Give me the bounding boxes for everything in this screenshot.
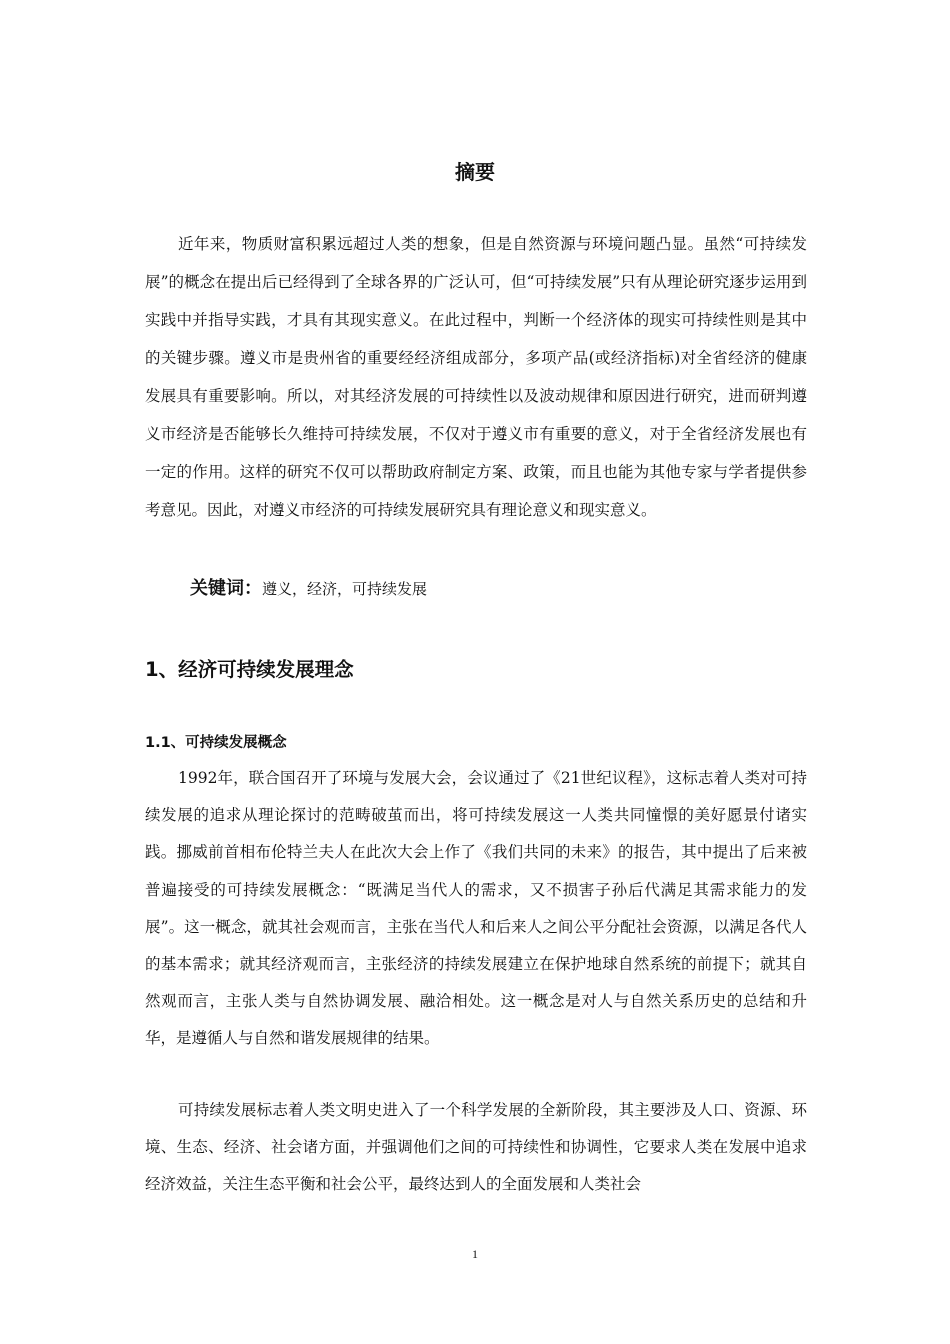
body-paragraph: 可持续发展标志着人类文明史进入了一个科学发展的全新阶段，其主要涉及人口、资源、环境、生态、经济、社会诸方面，并强调他们之间的可持续性和协调性，它要求人类在发展中追求经济效益，关注生态平衡和社会公平，最终达到人的全面发展和人类社会 xyxy=(145,1101,807,1194)
keywords-line xyxy=(190,574,427,604)
body-paragraph: 1992年，联合国召开了环境与发展大会，会议通过了《21世纪议程》，这标志着人类对可持续发展的追求从理论探讨的范畴破茧而出，将可持续发展这一人类共同憧憬的美好愿景付诸实践。挪威前首相布伦特兰夫人在此次大会上作了《我们共同的未来》的报告，其中提出了后来被普遍接受的可持续发展概念：“既满足当代人的需求，又不损害子孙后代满足其需求能力的发展”。这一概念，就其社会观而言，主张在当代人和后来人之间公平分配社会资源，以满足各代人的基本需求；就其经济观而言，主张经济的持续发展建立在保护地球自然系统的前提下；就其自然观而言，主张人类与自然协调发展、融洽相处。这一概念是对人与自然关系历史的总结和升华，是遵循人与自然和谐发展规律的结果。 xyxy=(145,769,807,1048)
keywords-label: 关键词： xyxy=(190,578,262,599)
page-number: 1 xyxy=(472,1247,478,1261)
keywords-text: 遵义，经济，可持续发展 xyxy=(262,580,428,598)
subsection-heading: 1.1、可持续发展概念 xyxy=(145,735,287,751)
abstract-title: 摘要 xyxy=(455,160,495,184)
abstract-body: 近年来，物质财富积累远超过人类的想象，但是自然资源与环境问题凸显。虽然“可持续发展”的概念在提出后已经得到了全球各界的广泛认可，但“可持续发展”只有从理论研究逐步运用到实践中并指导实践，才具有其现实意义。在此过程中，判断一个经济体的现实可持续性则是其中的关键步骤。遵义市是贵州省的重要经经济组成部分，多项产品(或经济指标)对全省经济的健康发展具有重要影响。所以，对其经济发展的可持续性以及波动规律和原因进行研究，进而研判遵义市经济是否能够长久维持可持续发展，不仅对于遵义市有重要的意义，对于全省经济发展也有一定的作用。这样的研究不仅可以帮助政府制定方案、政策，而且也能为其他专家与学者提供参考意见。因此，对遵义市经济的可持续发展研究具有理论意义和现实意义。 xyxy=(145,235,807,519)
section-heading: 1、经济可持续发展理念 xyxy=(145,658,354,681)
